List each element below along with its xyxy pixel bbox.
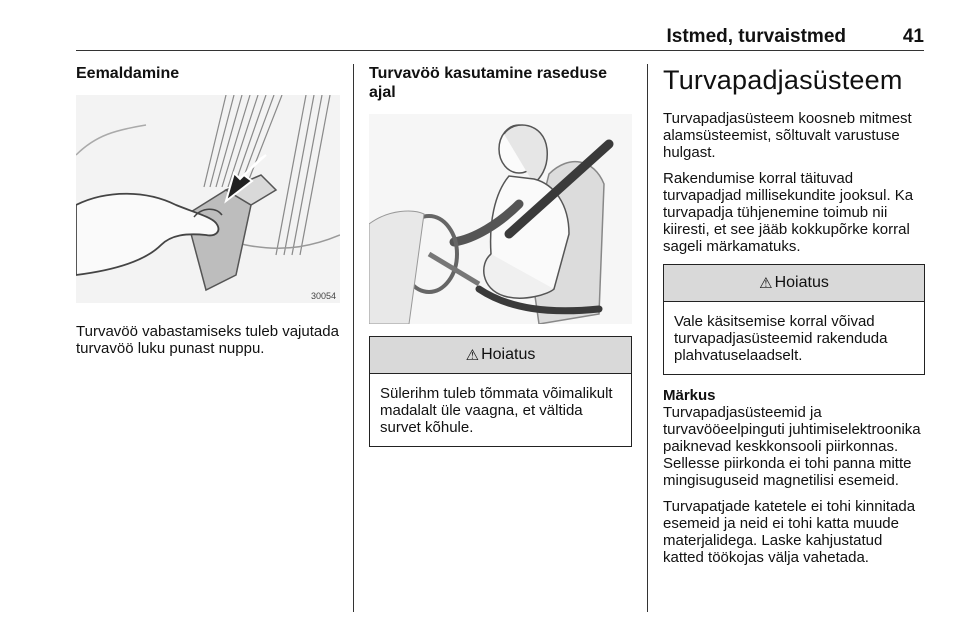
column-divider-2: [647, 64, 648, 612]
column-divider-1: [353, 64, 354, 612]
page-number: 41: [902, 26, 924, 47]
note-label: Märkus: [663, 387, 716, 404]
note-text: Turvapadjasüsteemid ja turvavööeelpinguti juhtimiselektroonika paiknevad keskkonsooli piirkonnas. Sellesse piirkonda ei tohi panna mitte mingisuguseid magnetilisi esemeid.: [663, 404, 921, 489]
warning-header: [664, 265, 924, 302]
warning-triangle-icon: ⚠: [759, 275, 773, 292]
column-3: [663, 64, 925, 566]
warning-body: [370, 374, 631, 446]
section-title: Istmed, turvaistmed: [666, 26, 846, 47]
header-rule: [76, 50, 924, 51]
warning-body: [664, 302, 924, 374]
warning-header: [370, 337, 631, 374]
page-header: [76, 0, 924, 52]
figure-belt-release: [76, 95, 340, 303]
warning-box-pregnancy: [369, 336, 632, 447]
airbag-para-1: Turvapadjasüsteem koosneb mitmest alamsüsteemist, sõltuvalt varustuse hulgast.: [663, 110, 912, 161]
figure-number: 30054: [310, 291, 336, 301]
warning-title: Hoiatus: [481, 346, 536, 363]
note-block: [663, 387, 925, 489]
airbag-para-2: Rakendumise korral täituvad turvapadjad millisekundite jooksul. Ka turvapadja tühjenemine toimub nii kiiresti, et see jääb kokkupõrke korral sageli märkamatuks.: [663, 170, 914, 255]
belt-release-illustration: [76, 95, 340, 303]
warning-text: Vale käsitsemise korral võivad turvapadjasüsteemid rakenduda plahvatuselaadselt.: [674, 313, 888, 364]
heading-airbag-system: Turvapadjasüsteem: [663, 65, 903, 95]
warning-triangle-icon: ⚠: [465, 347, 480, 364]
airbag-para-3: Turvapatjade katetele ei tohi kinnitada esemeid ja neid ei tohi katta muude materjalidega. Laske kahjustatud katted töökojas välja vahetada.: [663, 498, 916, 566]
warning-box-airbag: [663, 264, 925, 375]
column-2: [369, 64, 632, 447]
warning-text: Sülerihm tuleb tõmmata võimalikult madalalt üle vaagna, et vältida survet kõhule.: [380, 385, 613, 436]
pregnant-driver-illustration: [369, 114, 632, 324]
figure-pregnant-driver: [369, 114, 632, 324]
release-text: Turvavöö vabastamiseks tuleb vajutada turvavöö luku punast nuppu.: [76, 323, 339, 357]
heading-pregnancy: Turvavöö kasutamine raseduse ajal: [369, 65, 608, 101]
warning-title: Hoiatus: [774, 274, 829, 291]
column-1: [76, 64, 340, 357]
heading-eemaldamine: Eemaldamine: [76, 65, 180, 82]
